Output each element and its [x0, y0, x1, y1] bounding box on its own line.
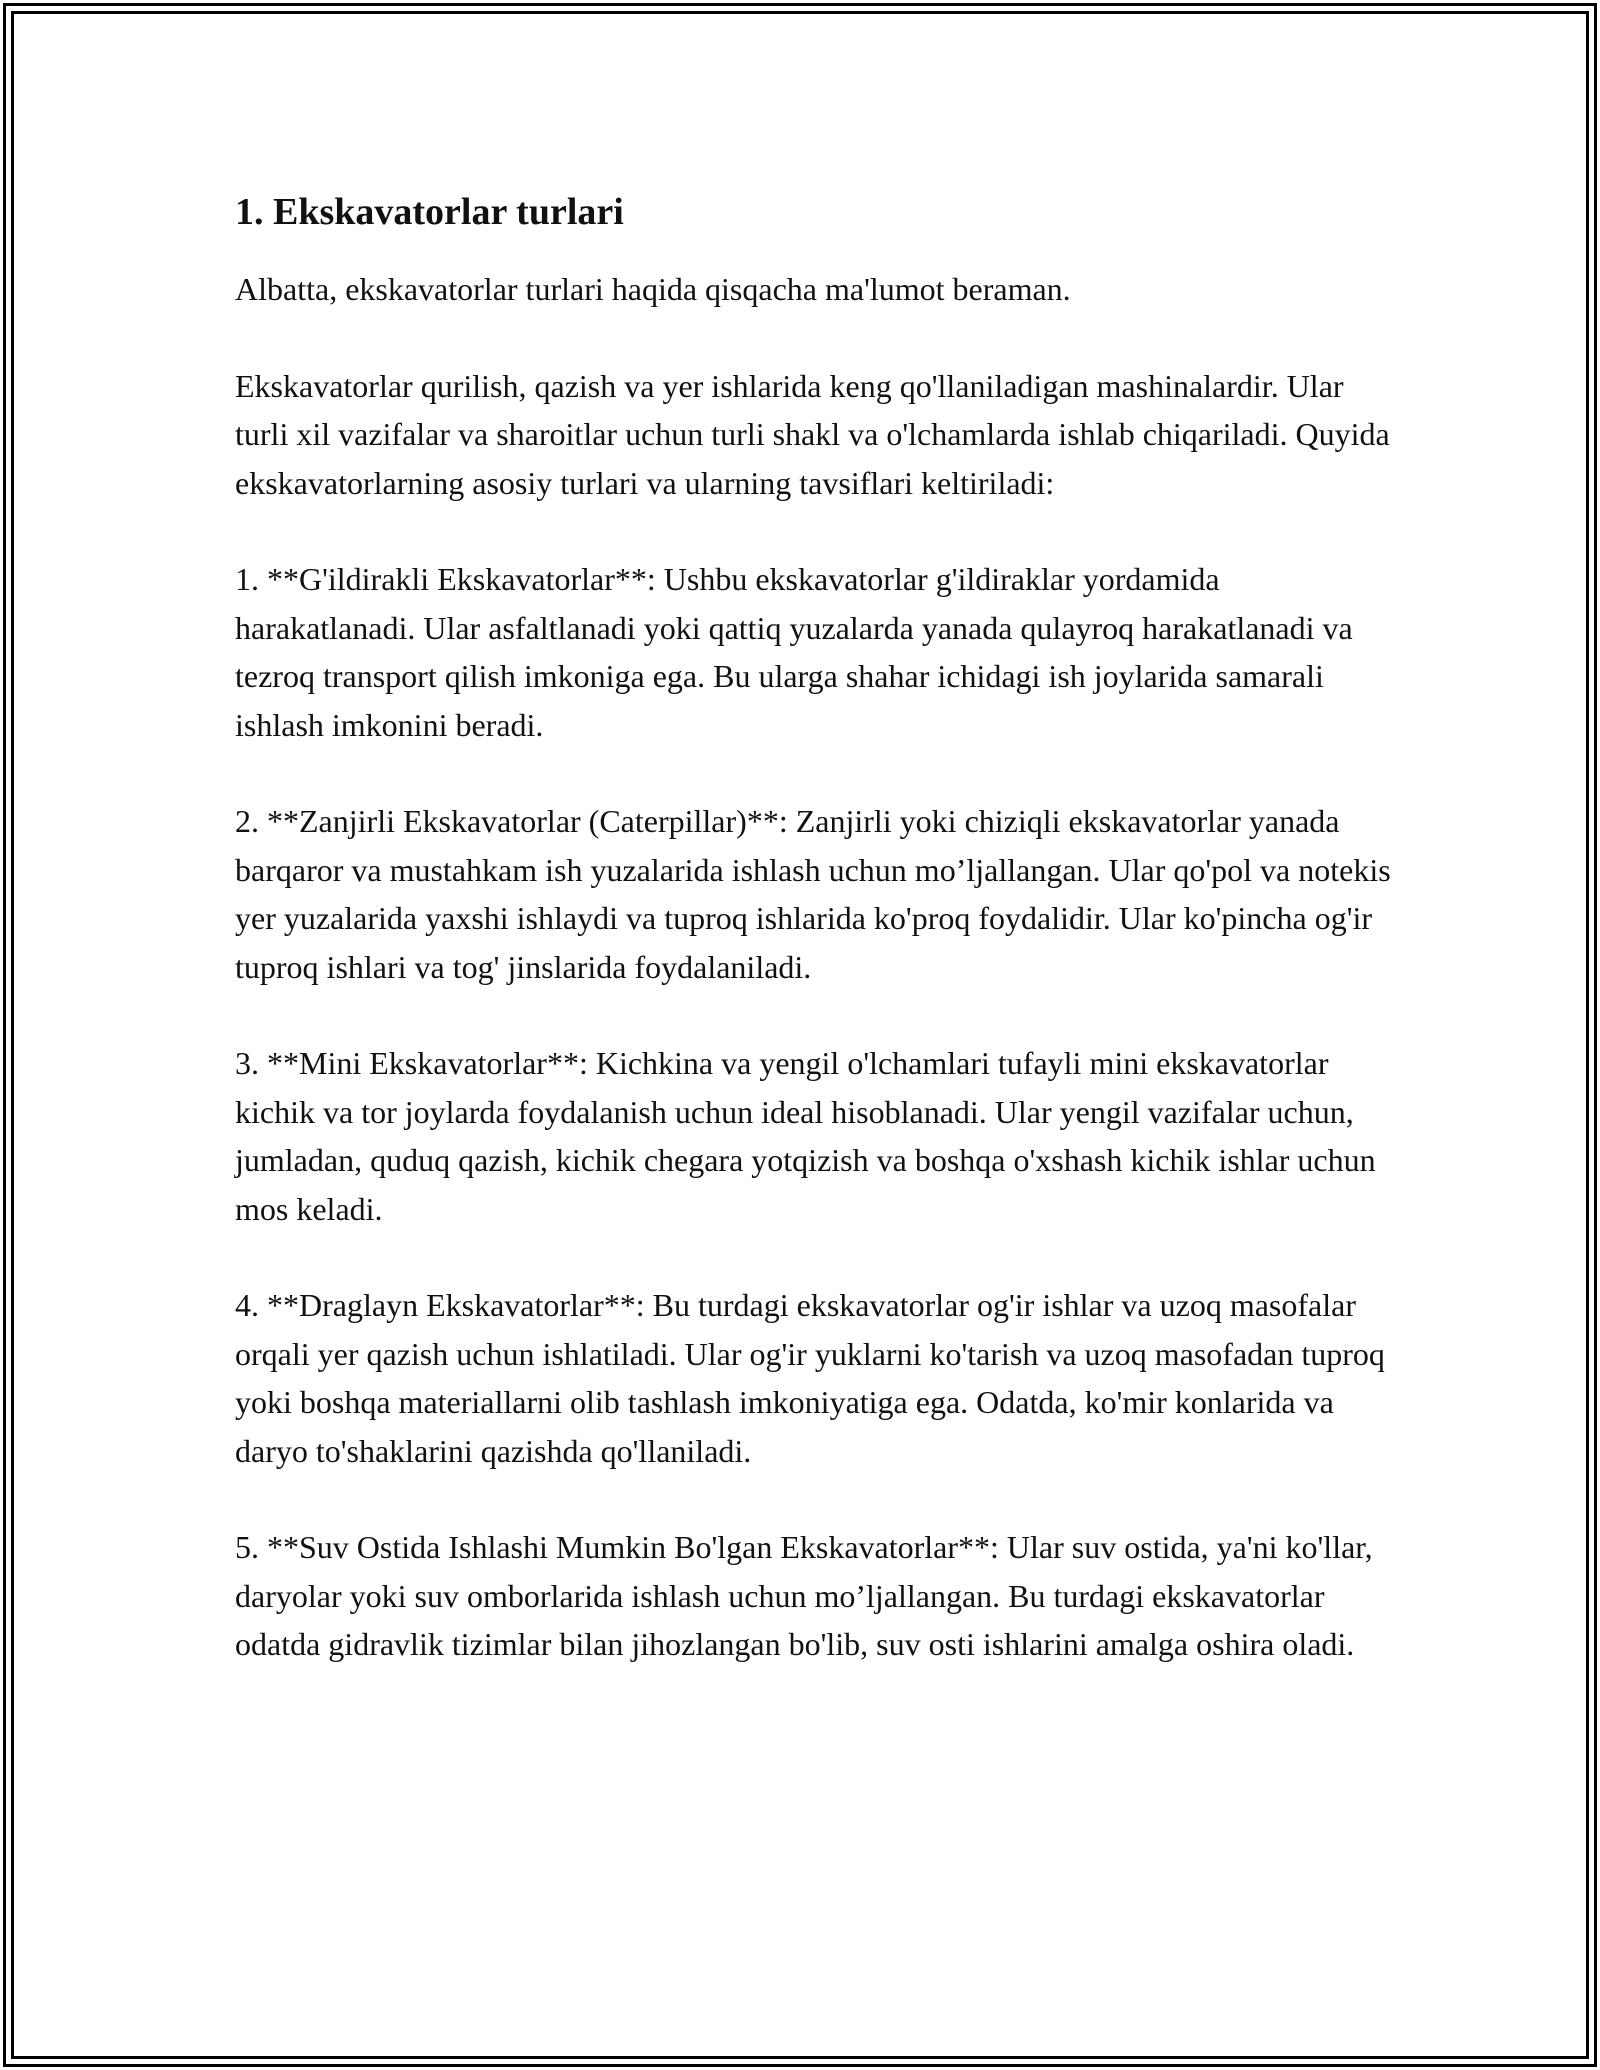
- list-item-underwater-excavators: 5. **Suv Ostida Ishlashi Mumkin Bo'lgan Ekskavatorlar**: Ular suv ostida, ya'ni ko'llar, daryolar yoki suv omborlarida ishlash uchun mo’ljallangan. Bu turdagi ekskavatorlar odatda gidravlik tizimlar bilan jihozlangan bo'lib, suv osti ishlarini amalga oshira oladi.: [235, 1529, 1373, 1662]
- intro-paragraph: Albatta, ekskavatorlar turlari haqida qisqacha ma'lumot beraman.: [235, 271, 1071, 307]
- list-item-wheeled-excavators: 1. **G'ildirakli Ekskavatorlar**: Ushbu ekskavatorlar g'ildiraklar yordamida harakatlanadi. Ular asfaltlanadi yoki qattiq yuzalarda yanada qulayroq harakatlanadi va tezroq transport qilish imkoniga ega. Bu ularga shahar ichidagi ish joylarida samarali ishlash imkonini beradi.: [235, 561, 1353, 743]
- section-heading: 1. Ekskavatorlar turlari: [235, 191, 624, 233]
- document-body: [235, 183, 1395, 1669]
- overview-paragraph: Ekskavatorlar qurilish, qazish va yer ishlarida keng qo'llaniladigan mashinalardir. Ular turli xil vazifalar va sharoitlar uchun turli shakl va o'lchamlarda ishlab chiqariladi. Quyida ekskavatorlarning asosiy turlari va ularning tavsiflari keltiriladi:: [235, 367, 1390, 501]
- list-item-dragline-excavators: 4. **Draglayn Ekskavatorlar**: Bu turdagi ekskavatorlar og'ir ishlar va uzoq masofalar orqali yer qazish uchun ishlatiladi. Ular og'ir yuklarni ko'tarish va uzoq masofadan tuproq yoki boshqa materiallarni olib tashlash imkoniyatiga ega. Odatda, ko'mir konlarida va daryo to'shaklarini qazishda qo'llaniladi.: [235, 1287, 1385, 1469]
- list-item-crawler-excavators: 2. **Zanjirli Ekskavatorlar (Caterpillar)**: Zanjirli yoki chiziqli ekskavatorlar yanada barqaror va mustahkam ish yuzalarida ishlash uchun mo’ljallangan. Ular qo'pol va notekis yer yuzalarida yaxshi ishlaydi va tuproq ishlarida ko'proq foydalidir. Ular ko'pincha og'ir tuproq ishlari va tog' jinslarida foydalaniladi.: [235, 803, 1391, 985]
- list-item-mini-excavators: 3. **Mini Ekskavatorlar**: Kichkina va yengil o'lchamlari tufayli mini ekskavatorlar kichik va tor joylarda foydalanish uchun ideal hisoblanadi. Ular yengil vazifalar uchun, jumladan, quduq qazish, kichik chegara yotqizish va boshqa o'xshash kichik ishlar uchun mos keladi.: [235, 1045, 1376, 1227]
